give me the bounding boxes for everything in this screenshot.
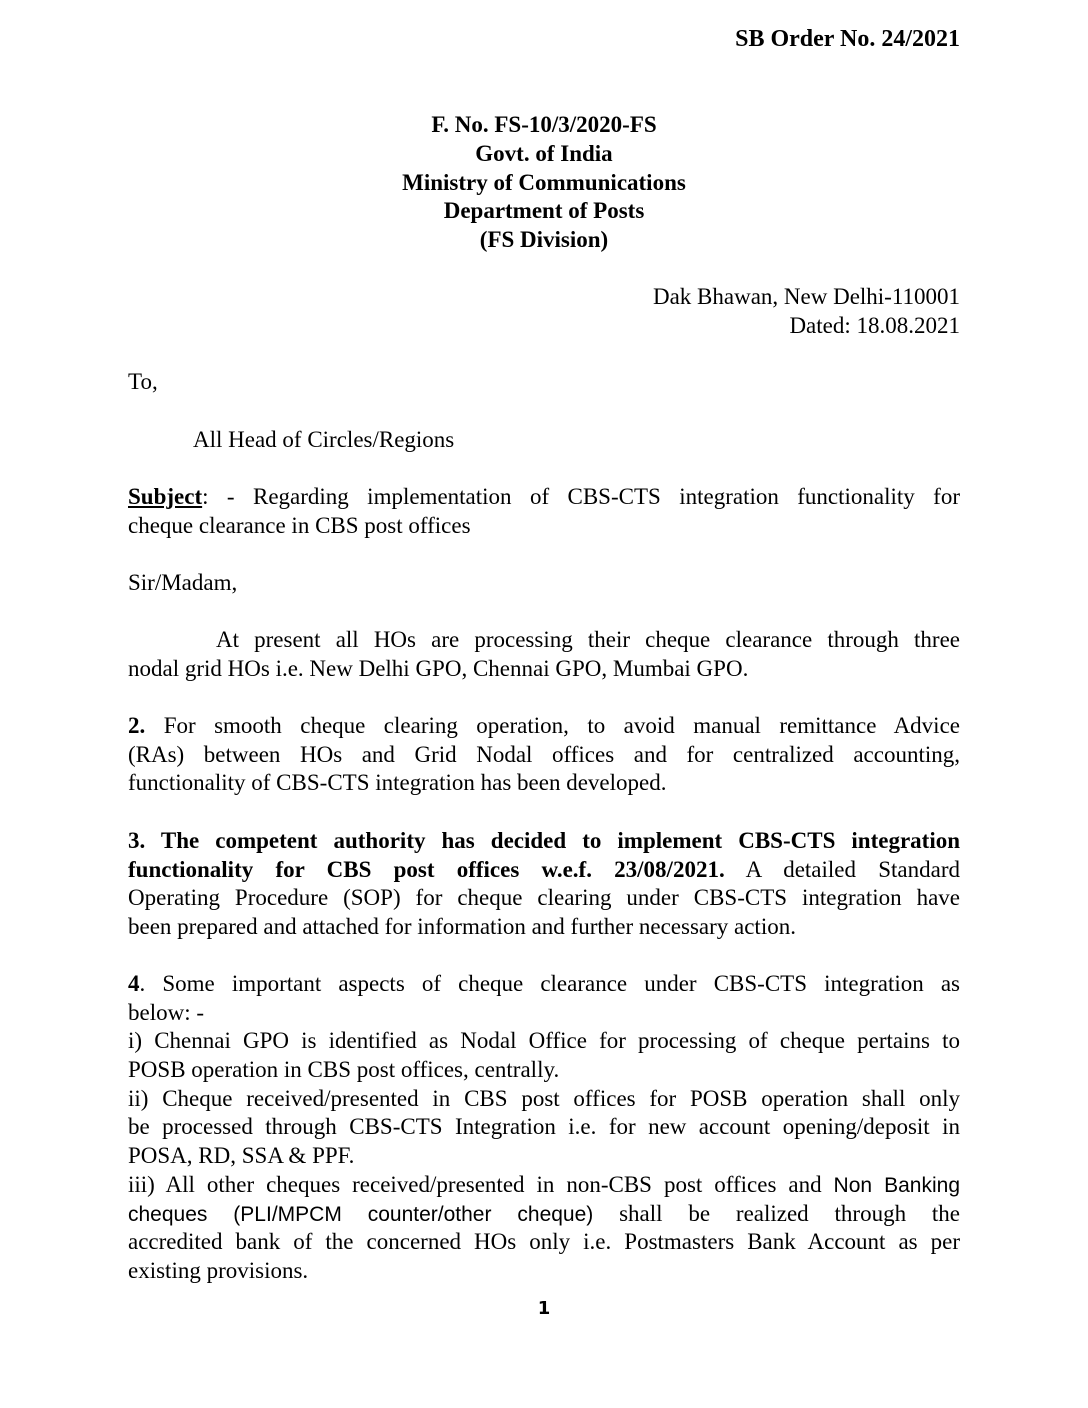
- division-line: (FS Division): [479, 227, 609, 253]
- paragraph-3: [128, 827, 960, 942]
- text-line: Operating Procedure (SOP) for cheque clearing under CBS-CTS integration have: [128, 885, 960, 911]
- text-line: For smooth cheque clearing operation, to avoid manual remittance Advice: [145, 713, 960, 738]
- text-line: be processed through CBS-CTS Integration i.e. for new account opening/deposit in: [128, 1114, 960, 1140]
- paragraph-1: [128, 626, 960, 683]
- ministry-line: Ministry of Communications: [402, 169, 686, 195]
- paragraph-2: [128, 712, 960, 798]
- govt-line: Govt. of India: [475, 140, 613, 166]
- text-line: cheques (PLI/MPCM counter/other cheque): [128, 1202, 594, 1226]
- text-line: A detailed Standard: [724, 856, 960, 882]
- text-line: nodal grid HOs i.e. New Delhi GPO, Chennai GPO, Mumbai GPO.: [128, 655, 749, 681]
- page-number: 1: [537, 1298, 551, 1319]
- salutation: Sir/Madam,: [128, 570, 238, 595]
- text-line: below: -: [128, 999, 205, 1025]
- text-line: existing provisions.: [128, 1257, 309, 1283]
- text-line: iii) All other cheques received/presented in non-CBS post offices and: [128, 1171, 834, 1197]
- address: Dak Bhawan, New Delhi-110001: [652, 284, 960, 309]
- order-number: SB Order No. 24/2021: [735, 26, 960, 52]
- text-line: 3. The competent authority has decided to implement CBS-CTS integration: [128, 828, 960, 853]
- para-number: 2.: [128, 713, 146, 738]
- recipient: All Head of Circles/Regions: [193, 427, 455, 452]
- text-line: functionality for CBS post offices w.e.f. 23/08/2021.: [128, 856, 725, 882]
- file-number: F. No. FS-10/3/2020-FS: [431, 112, 657, 137]
- text-line: POSB operation in CBS post offices, centrally.: [128, 1057, 560, 1083]
- para-number: 4: [128, 971, 140, 996]
- text-line: functionality of CBS-CTS integration has been developed.: [128, 770, 667, 796]
- subject-text: cheque clearance in CBS post offices: [128, 512, 471, 538]
- paragraph-4: [128, 970, 960, 1286]
- text-line: i) Chennai GPO is identified as Nodal Office for processing of cheque pertains to: [128, 1028, 960, 1054]
- subject: [128, 483, 960, 540]
- text-line: been prepared and attached for information and further necessary action.: [128, 914, 796, 940]
- letterhead: [0, 111, 1088, 255]
- text-line: accredited bank of the concerned HOs only i.e. Postmasters Bank Account as per: [128, 1229, 960, 1255]
- subject-text: : - Regarding implementation of CBS-CTS integration functionality for: [202, 484, 960, 509]
- text-line: . Some important aspects of cheque clearance under CBS-CTS integration as: [139, 971, 960, 996]
- subject-label: Subject: [128, 484, 203, 509]
- text-line: (RAs) between HOs and Grid Nodal offices and for centralized accounting,: [128, 741, 960, 767]
- date: Dated: 18.08.2021: [789, 312, 960, 338]
- text-line: Non Banking: [833, 1173, 960, 1197]
- text-line: POSA, RD, SSA & PPF.: [128, 1143, 355, 1169]
- text-line: At present all HOs are processing their cheque clearance through three: [216, 627, 960, 652]
- department-line: Department of Posts: [443, 198, 645, 224]
- text-line: ii) Cheque received/presented in CBS post offices for POSB operation shall only: [128, 1085, 960, 1111]
- address-block: [653, 283, 960, 340]
- text-line: shall be realized through the: [593, 1200, 960, 1226]
- to-line: To,: [128, 369, 158, 394]
